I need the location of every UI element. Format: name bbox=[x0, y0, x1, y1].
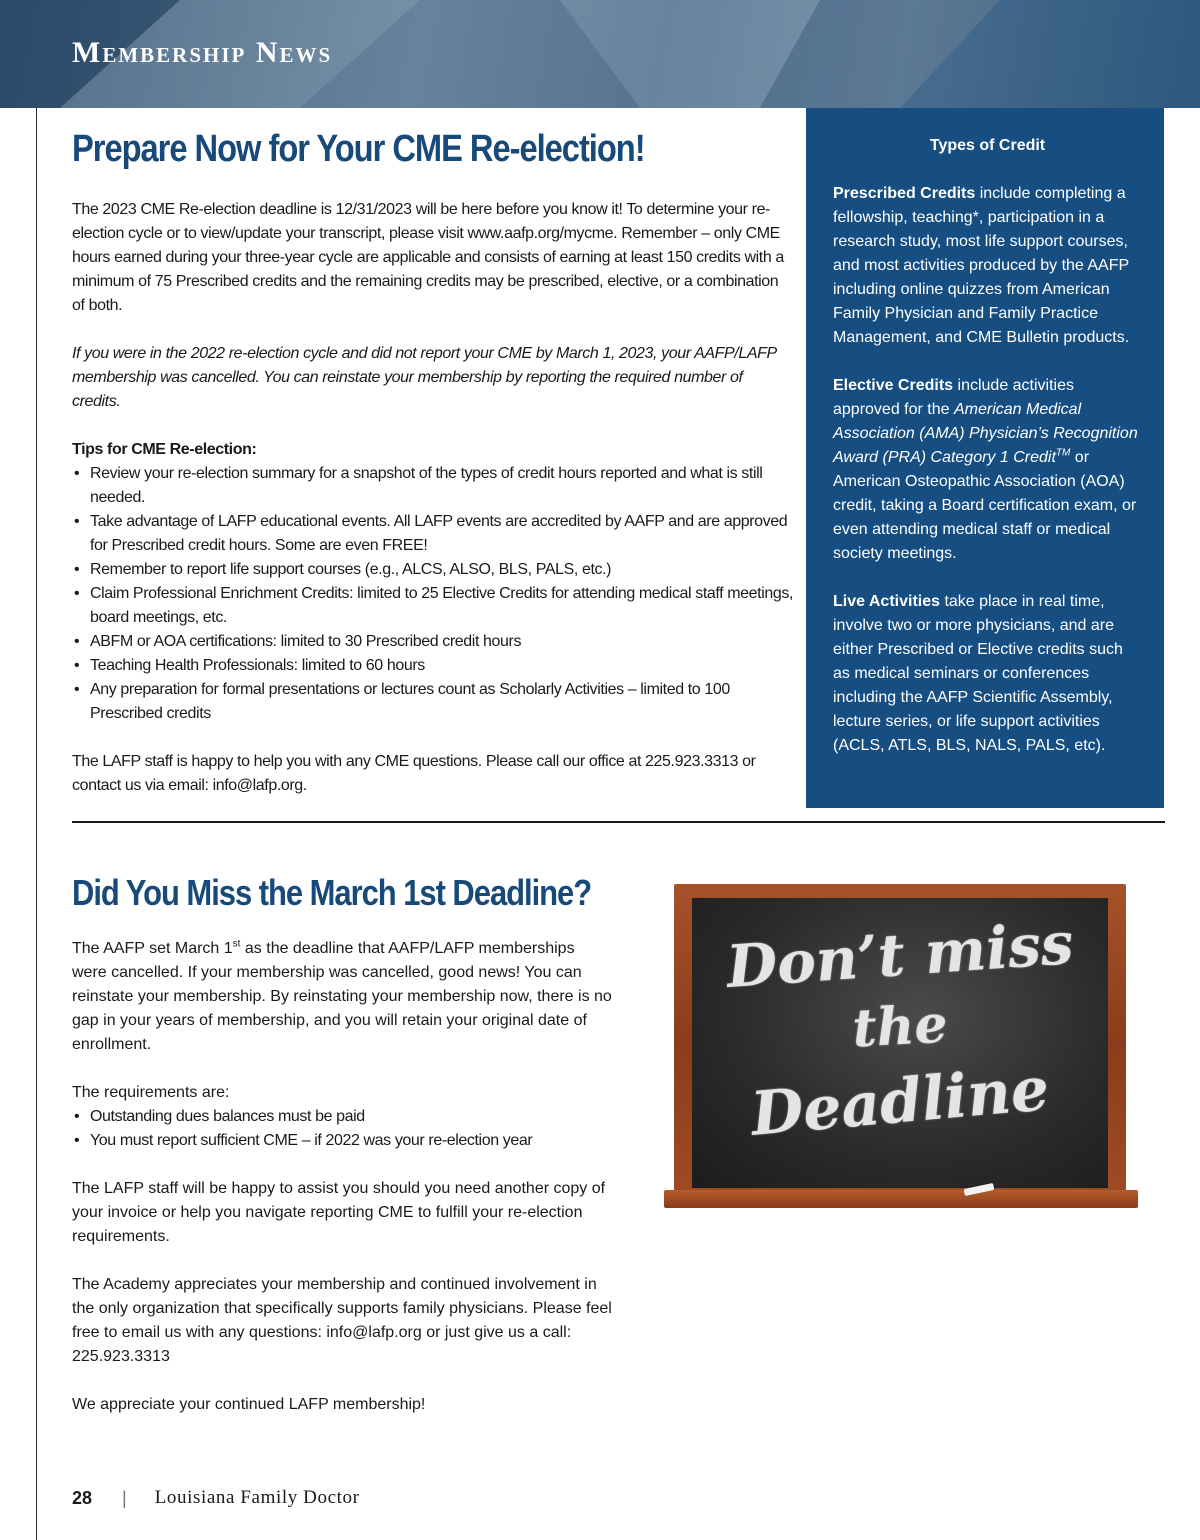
article-body bbox=[72, 198, 794, 798]
article-2-paragraph-3: The LAFP staff will be happy to assist you should you need another copy of your invoice or help you navigate reporting CME to fulfill your re-election requirements. bbox=[72, 1180, 606, 1245]
ordinal-suffix: st bbox=[232, 938, 241, 950]
section-divider bbox=[72, 821, 1165, 823]
chalk-text-line-3: Deadline bbox=[748, 1054, 1052, 1150]
chalkboard-ledge bbox=[664, 1190, 1138, 1208]
article-closing: The LAFP staff is happy to help you with any CME questions. Please call our office at 225.923.3313 or contact us via email: info@lafp.org. bbox=[72, 753, 756, 794]
chalkboard-image bbox=[664, 884, 1138, 1218]
sidebar-title: Types of Credit bbox=[929, 137, 1046, 154]
trademark-mark: TM bbox=[1055, 447, 1071, 459]
article-title: Prepare Now for Your CME Re-election! bbox=[72, 128, 645, 170]
prescribed-credits-text: include completing a fellowship, teaching*, participation in a research study, most life support courses, and most activities produced by the AAFP including online quizzes from American Family Physician and Family Practice Management, and CME Bulletin products. bbox=[833, 185, 1130, 346]
elective-credits-text-2: or American Osteopathic Association (AOA) credit, taking a Board certification exam, or even attending medical staff or medical society meetings. bbox=[833, 449, 1137, 562]
requirements-list bbox=[72, 1105, 612, 1153]
publication-name: Louisiana Family Doctor bbox=[154, 1487, 360, 1508]
article-2-body bbox=[72, 937, 612, 1417]
page-footer bbox=[72, 1486, 360, 1510]
article-2-paragraph-1 bbox=[72, 937, 612, 1057]
article-2-paragraph-4: The Academy appreciates your membership and continued involvement in the only organization that specifically supports family physicians. Please feel free to email us with any questions: info@lafp.org or just give us a call: 225.923.3313 bbox=[72, 1276, 612, 1365]
chalk-text-line-1: Don’t miss bbox=[724, 908, 1076, 1002]
prescribed-credits-paragraph bbox=[833, 182, 1142, 350]
page-number: 28 bbox=[72, 1487, 93, 1508]
left-margin-rule bbox=[36, 108, 37, 1540]
types-of-credit-sidebar bbox=[806, 108, 1164, 808]
section-title: Membership News bbox=[72, 36, 333, 69]
elective-credits-paragraph bbox=[833, 374, 1142, 566]
elective-credits-ama: American Medical Association (AMA) Physician’s Recognition Award (PRA) Category 1 Credit bbox=[833, 401, 1138, 466]
list-item: • Outstanding dues balances must be paid bbox=[72, 1105, 612, 1129]
tips-list bbox=[72, 462, 794, 726]
list-item: • Any preparation for formal presentations or lectures count as Scholarly Activities – limited to 100 Prescribed credits bbox=[72, 678, 794, 726]
header-banner bbox=[0, 0, 1200, 108]
footer-separator: | bbox=[122, 1487, 127, 1508]
paragraph-text: The AAFP set March 1 bbox=[72, 940, 233, 957]
list-item: • ABFM or AOA certifications: limited to 30 Prescribed credit hours bbox=[72, 630, 794, 654]
live-activities-term: Live Activities bbox=[833, 593, 941, 610]
list-item: • Claim Professional Enrichment Credits: limited to 25 Elective Credits for attending medical staff meetings, board meetings, etc. bbox=[72, 582, 794, 630]
article-intro: The 2023 CME Re-election deadline is 12/31/2023 will be here before you know it! To determine your re-election cycle or to view/update your transcript, please visit www.aafp.org/mycme. Remember – only CME hours earned during your three-year cycle are applicable and consists of earning at least 150 credits with a minimum of 75 Prescribed credits and the remaining credits may be prescribed, elective, or a combination of both. bbox=[72, 201, 784, 314]
list-item: • Remember to report life support courses (e.g., ALCS, ALSO, BLS, PALS, etc.) bbox=[72, 558, 794, 582]
elective-credits-term: Elective Credits bbox=[833, 377, 954, 394]
live-activities-text: take place in real time, involve two or more physicians, and are either Prescribed or Elective credits such as medical seminars or conferences including the AAFP Scientific Assembly, lecture series, or life support activities (ACLS, ATLS, BLS, NALS, PALS, etc). bbox=[833, 593, 1123, 754]
chalkboard-surface bbox=[692, 898, 1108, 1188]
article-2-paragraph-5: We appreciate your continued LAFP membership! bbox=[72, 1396, 426, 1413]
list-item: • Take advantage of LAFP educational events. All LAFP events are accredited by AAFP and are approved for Prescribed credit hours. Some are even FREE! bbox=[72, 510, 794, 558]
live-activities-paragraph bbox=[833, 590, 1142, 758]
list-item: • Review your re-election summary for a snapshot of the types of credit hours reported and what is still needed. bbox=[72, 462, 794, 510]
chalk-text-line-2: the bbox=[850, 993, 949, 1060]
requirements-intro: The requirements are: bbox=[72, 1084, 230, 1101]
tips-heading: Tips for CME Re-election: bbox=[72, 441, 257, 458]
article-title-2: Did You Miss the March 1st Deadline? bbox=[72, 872, 592, 913]
cancellation-notice: If you were in the 2022 re-election cycle and did not report your CME by March 1, 2023, your AAFP/LAFP membership was cancelled. You can reinstate your membership by reporting the required number of credits. bbox=[72, 345, 777, 410]
prescribed-credits-term: Prescribed Credits bbox=[833, 185, 976, 202]
chalkboard-frame bbox=[674, 884, 1126, 1204]
elective-credits-text: include activities approved for the bbox=[833, 377, 1075, 418]
paragraph-text: as the deadline that AAFP/LAFP memberships were cancelled. If your membership was cancelled, good news! You can reinstate your membership. By reinstating your membership now, there is no gap in your years of membership, and you will retain your original date of enrollment. bbox=[72, 940, 612, 1053]
list-item: • Teaching Health Professionals: limited to 60 hours bbox=[72, 654, 794, 678]
list-item: • You must report sufficient CME – if 2022 was your re-election year bbox=[72, 1129, 612, 1153]
